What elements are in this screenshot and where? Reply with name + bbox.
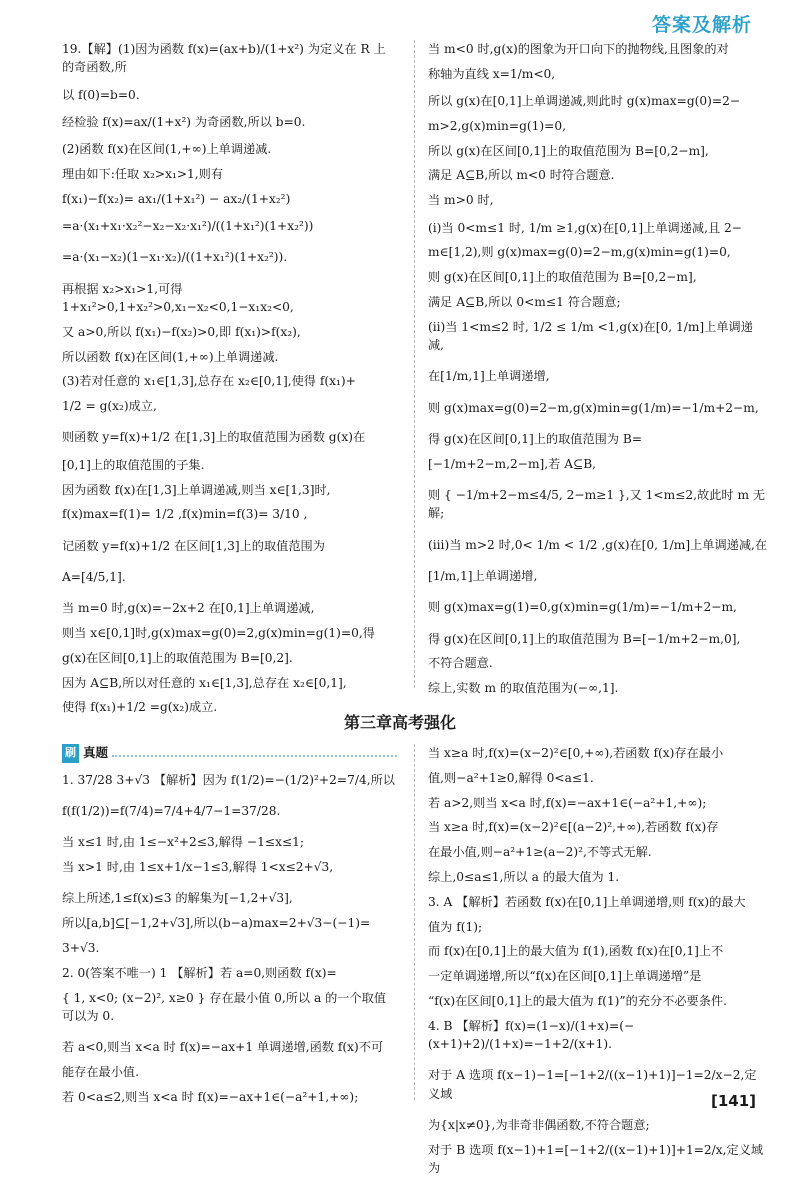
text-line: (ii)当 1<m≤2 时, 1/2 ≤ 1/m <1,g(x)在[0, 1/m]上单调递减,	[428, 319, 753, 353]
text-line: 满足 A⊆B,所以 m<0 时符合题意.	[428, 168, 615, 183]
column-divider-bottom	[414, 744, 415, 1100]
text-line: 则 g(x)max=g(0)=2−m,g(x)min=g(1/m)=−1/m+2−m,	[428, 400, 759, 415]
text-line: [0,1]上的取值范围的子集.	[62, 457, 205, 472]
text-line: 因为函数 f(x)在[1,3]上单调递减,则当 x∈[1,3]时,	[62, 482, 331, 497]
text-line: A=[4/5,1].	[62, 569, 126, 584]
text-line: 综上所述,1≤f(x)≤3 的解集为[−1,2+√3],	[62, 891, 293, 906]
text-line: 所以 g(x)在区间[0,1]上的取值范围为 B=[0,2−m],	[428, 143, 709, 158]
text-line: 当 x≤1 时,由 1≤−x²+2≤3,解得 −1≤x≤1;	[62, 835, 305, 850]
text-line: 当 m=0 时,g(x)=−2x+2 在[0,1]上单调递减,	[62, 601, 315, 616]
text-line: 理由如下:任取 x₂>x₁>1,则有	[62, 166, 224, 181]
text-line: 当 m>0 时,	[428, 193, 494, 208]
text-line: 而 f(x)在[0,1]上的最大值为 f(1),函数 f(x)在[0,1]上不	[428, 944, 724, 959]
text-line: 因为 A⊆B,所以对任意的 x₁∈[1,3],总存在 x₂∈[0,1],	[62, 675, 347, 690]
text-line: 1/2 = g(x₂)成立,	[62, 399, 157, 414]
text-line: [−1/m+2−m,2−m],若 A⊆B,	[428, 456, 597, 471]
text-line: 在最小值,则−a²+1≥(a−2)²,不等式无解.	[428, 845, 652, 860]
text-line: 不符合题意.	[428, 656, 493, 671]
text-line: 则 g(x)max=g(1)=0,g(x)min=g(1/m)=−1/m+2−m,	[428, 600, 737, 615]
text-line: 一定单调递增,所以“f(x)在区间[0,1]上单调递增”是	[428, 969, 702, 984]
text-line: 19.【解】(1)因为函数 f(x)=(ax+b)/(1+x²) 为定义在 R 上的奇函数,所	[62, 42, 386, 75]
text-line: g(x)在区间[0,1]上的取值范围为 B=[0,2].	[62, 650, 293, 665]
text-line: 2. 0(答案不唯一) 1 【解析】若 a=0,则函数 f(x)=	[62, 965, 337, 980]
text-line: 值为 f(1);	[428, 919, 483, 934]
formula-line: =a·(x₁−x₂)(1−x₁·x₂)/((1+x₁²)(1+x₂²)).	[62, 250, 288, 265]
text-line: 3. A 【解析】若函数 f(x)在[0,1]上单调递增,则 f(x)的最大	[428, 894, 746, 909]
text-line: 则 { −1/m+2−m≤4/5, 2−m≥1 },又 1<m≤2,故此时 m 无解;	[428, 488, 766, 521]
text-line: 得 g(x)在区间[0,1]上的取值范围为 B=[−1/m+2−m,0],	[428, 631, 741, 646]
text-line: (iii)当 m>2 时,0< 1/m < 1/2 ,g(x)在[0, 1/m]上单调递减,在	[428, 537, 768, 552]
text-line: 使得 f(x₁)+1/2 =g(x₂)成立.	[62, 700, 218, 715]
text-line: 若 a<0,则当 x<a 时 f(x)=−ax+1 单调递增,函数 f(x)不可	[62, 1040, 384, 1055]
text-line: 称轴为直线 x=1/m<0,	[428, 66, 556, 81]
text-line: 所以函数 f(x)在区间(1,+∞)上单调递减.	[62, 349, 279, 364]
text-line: 当 m<0 时,g(x)的图象为开口向下的抛物线,且图象的对	[428, 42, 729, 56]
text-line: 当 x≥a 时,f(x)=(x−2)²∈[(a−2)²,+∞),若函数 f(x)存	[428, 820, 719, 835]
text-line: { 1, x<0; (x−2)², x≥0 } 存在最小值 0,所以 a 的一个取值可以为 0.	[62, 990, 387, 1023]
text-line: 当 x≥a 时,f(x)=(x−2)²∈[0,+∞),若函数 f(x)存在最小	[428, 746, 724, 760]
text-line: 满足 A⊆B,所以 0<m≤1 符合题意;	[428, 294, 621, 309]
left-column-top	[62, 40, 397, 723]
text-line: (2)函数 f(x)在区间(1,+∞)上单调递减.	[62, 142, 272, 157]
text-line: (i)当 0<m≤1 时, 1/m ≥1,g(x)在[0,1]上单调递减,且 2−	[428, 220, 743, 235]
text-line: 3+√3.	[62, 941, 100, 956]
section-badge: 刷	[62, 744, 79, 763]
text-line: 对于 A 选项 f(x−1)−1=[−1+2/((x−1)+1)]−1=2/x−2,定义域	[428, 1068, 757, 1101]
page-number: [141]	[710, 1092, 756, 1110]
formula-line: f(x₁)−f(x₂)= ax₁/(1+x₁²) − ax₂/(1+x₂²)	[62, 191, 291, 206]
text-line: m>2,g(x)min=g(1)=0,	[428, 118, 567, 133]
text-line: 经检验 f(x)=ax/(1+x²) 为奇函数,所以 b=0.	[62, 114, 306, 129]
text-line: “f(x)在区间[0,1]上的最大值为 f(1)”的充分不必要条件.	[428, 993, 727, 1008]
chapter-title: 第三章高考强化	[343, 713, 456, 732]
text-line: (3)若对任意的 x₁∈[1,3],总存在 x₂∈[0,1],使得 f(x₁)+	[62, 374, 356, 389]
text-line: f(f(1/2))=f(7/4)=7/4+4/7−1=37/28.	[62, 804, 281, 819]
text-line: 以 f(0)=b=0.	[62, 87, 140, 102]
left-column-bottom	[62, 744, 397, 1113]
section-header	[62, 744, 397, 763]
text-line: 综上,实数 m 的取值范围为(−∞,1].	[428, 681, 619, 696]
text-line: 则当 x∈[0,1]时,g(x)max=g(0)=2,g(x)min=g(1)=0,得	[62, 626, 375, 641]
text-line: 1. 37/28 3+√3 【解析】因为 f(1/2)=−(1/2)²+2=7/4,所以	[62, 772, 395, 787]
text-line: 值,则−a²+1≥0,解得 0<a≤1.	[428, 770, 594, 785]
text-line: 得 g(x)在区间[0,1]上的取值范围为 B=	[428, 431, 643, 446]
text-line: 则 g(x)在区间[0,1]上的取值范围为 B=[0,2−m],	[428, 270, 697, 285]
text-line: 若 a>2,则当 x<a 时,f(x)=−ax+1∈(−a²+1,+∞);	[428, 795, 707, 810]
text-line: 4. B 【解析】f(x)=(1−x)/(1+x)=(−(x+1)+2)/(1+x)=−1+2/(x+1).	[428, 1018, 635, 1052]
text-line: 所以[a,b]⊆[−1,2+√3],所以(b−a)max=2+√3−(−1)=	[62, 916, 371, 931]
right-column-top	[428, 40, 768, 704]
text-line: 再根据 x₂>x₁>1,可得 1+x₁²>0,1+x₂²>0,x₁−x₂<0,1−x₁x₂<0,	[62, 281, 294, 314]
column-divider-top	[414, 40, 415, 688]
text-line: 当 x>1 时,由 1≤x+1/x−1≤3,解得 1<x≤2+√3,	[62, 860, 334, 875]
text-line: 综上,0≤a≤1,所以 a 的最大值为 1.	[428, 869, 620, 884]
text-line: 在[1/m,1]上单调递增,	[428, 369, 550, 384]
text-line: 则函数 y=f(x)+1/2 在[1,3]上的取值范围为函数 g(x)在	[62, 430, 366, 445]
right-column-bottom	[428, 744, 768, 1184]
text-line: f(x)max=f(1)= 1/2 ,f(x)min=f(3)= 3/10 ,	[62, 507, 308, 522]
text-line: 为{x|x≠0},为非奇非偶函数,不符合题意;	[428, 1117, 650, 1132]
text-line: 记函数 y=f(x)+1/2 在区间[1,3]上的取值范围为	[62, 538, 325, 553]
section-name: 真题	[83, 745, 109, 760]
text-line: 又 a>0,所以 f(x₁)−f(x₂)>0,即 f(x₁)>f(x₂),	[62, 324, 301, 339]
section-dotted-rule	[112, 749, 397, 757]
text-line: 所以 g(x)在[0,1]上单调递减,则此时 g(x)max=g(0)=2−	[428, 94, 741, 109]
text-line: [1/m,1]上单调递增,	[428, 568, 538, 583]
header-title: 答案及解析	[651, 14, 752, 36]
text-line: 对于 B 选项 f(x−1)+1=[−1+2/((x−1)+1)]+1=2/x,定义域为	[428, 1142, 764, 1176]
text-line: 若 0<a≤2,则当 x<a 时 f(x)=−ax+1∈(−a²+1,+∞);	[62, 1089, 359, 1104]
text-line: m∈[1,2),则 g(x)max=g(0)=2−m,g(x)min=g(1)=0,	[428, 245, 731, 260]
text-line: 能存在最小值.	[62, 1065, 139, 1080]
formula-line: =a·(x₁+x₁·x₂²−x₂−x₂·x₁²)/((1+x₁²)(1+x₂²))	[62, 219, 314, 234]
